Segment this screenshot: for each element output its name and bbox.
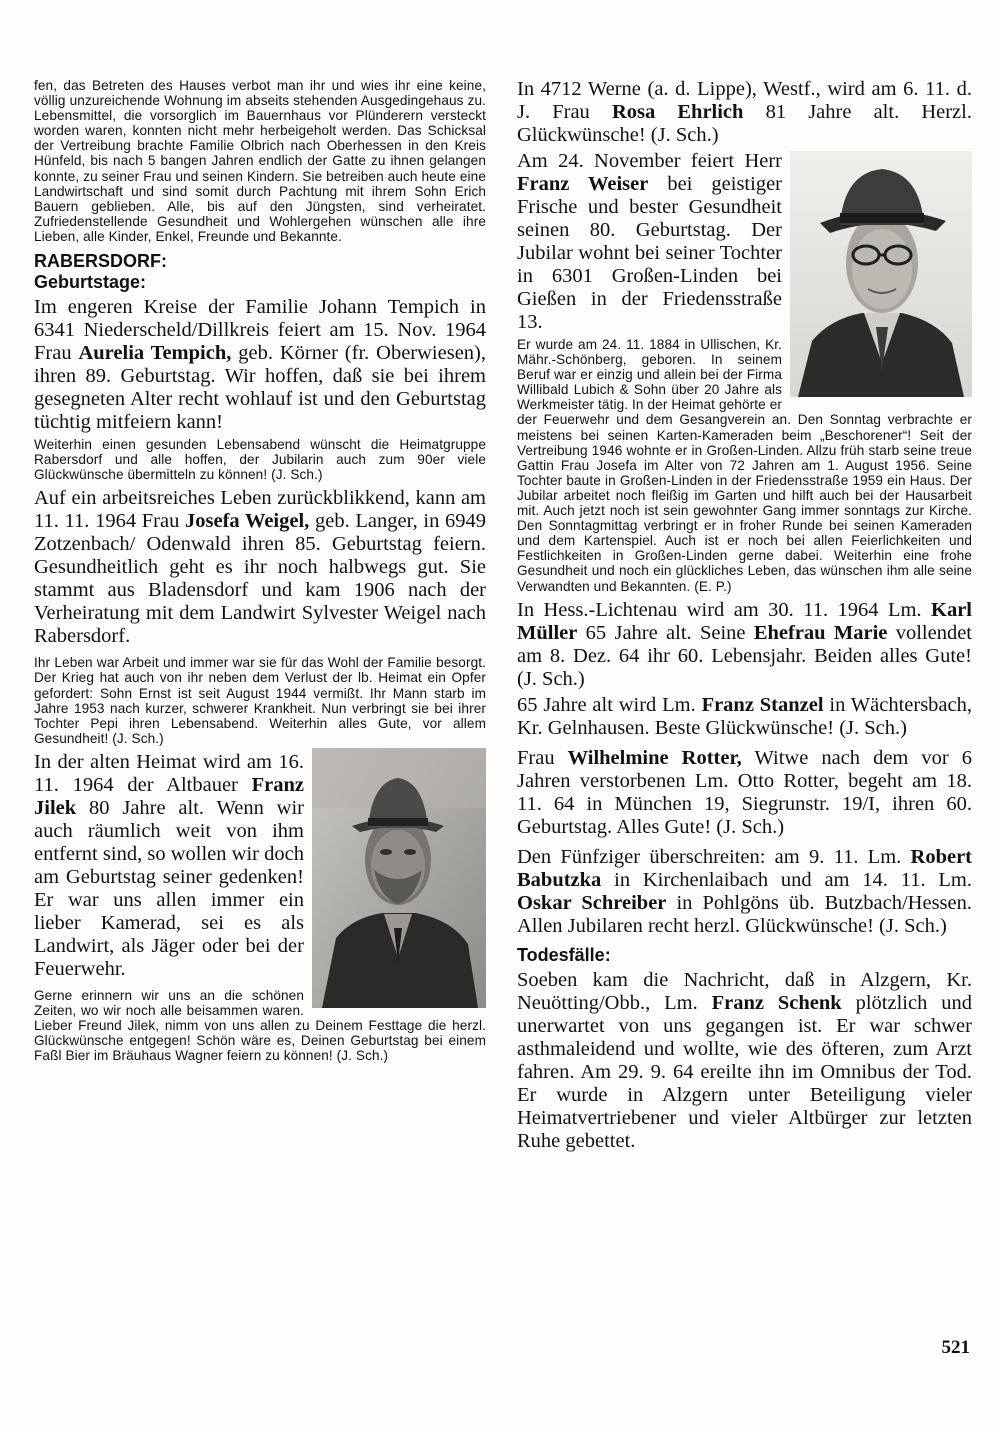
person-name: Josefa Weigel,: [185, 510, 310, 533]
section-heading-rabersdorf: RABERSDORF:: [34, 251, 167, 272]
subheading-birthdays: Geburtstage:: [34, 272, 147, 293]
left-column: [34, 78, 486, 1063]
person-name: Karl Müller: [517, 598, 972, 644]
person-name: Oskar Schreiber: [517, 891, 667, 914]
subheading-deaths: Todesfälle:: [517, 944, 611, 965]
person-name: Ehefrau Marie: [753, 621, 888, 644]
person-name: Franz Schenk: [711, 991, 842, 1014]
person-name: Franz Weiser: [517, 173, 649, 195]
weiser-announcement: Am 24. November feiert Herr Franz Weiser bei geistiger Frische und bester Gesundheit seinen 80. Geburtstag. Der Jubilar wohnt bei seiner Tochter in 6301 Großen-Linden bei Gießen in der Friedensstraße 13.: [517, 150, 783, 333]
weigel-announcement: Auf ein arbeitsreiches Leben zurückblikkend, kann am 11. 11. 1964 Frau Josefa Weigel, geb. Langer, in 6949 Zotzenbach/ Odenwald ihren 85. Geburtstag feiern. Gesundheitlich geht es ihr noch halbwegs gut. Sie stammt aus Bladensdorf und kam 1906 nach der Verheiratung mit dem Landwirt Sylvester Weigel nach Rabersdorf.: [34, 487, 486, 648]
tempich-wish: Weiterhin einen gesunden Lebensabend wünscht die Heimatgruppe Rabersdorf und alle hoffen, der Jubilarin auch zum 90er viele Glückwünsche übermitteln zu können! (J. Sch.): [34, 437, 486, 483]
portrait-photo-franz-jilek: [312, 748, 486, 1008]
person-name: Wilhelmine Rotter,: [567, 746, 742, 769]
portrait-image: [790, 151, 972, 397]
mueller-announcement: In Hess.-Lichtenau wird am 30. 11. 1964 Lm. Karl Müller 65 Jahre alt. Seine Ehefrau Marie vollendet am 8. Dez. 64 ihr 60. Lebensjahr. Beiden alles Gute! (J. Sch.): [517, 598, 972, 690]
portrait-image: [312, 748, 486, 1008]
intro-paragraph: fen, das Betreten des Hauses verbot man ihr und wies ihr eine keine, völlig unzureichende Wohnung im abseits stehenden Ausgedingehaus zu. Lebensmittel, die vorsorglich im Bauernhaus vor Plünderern versteckt worden waren, konnten nicht mehr herbeigeholt werden. Das Schicksal der Vertreibung brachte Familie Olbrich nach Oberhessen in den Kreis Hünfeld, bis nach 5 bangen Jahren endlich der Gatte zu ihnen gelangen konnte, zu seiner Frau und seinen Kindern. Sie betreiben auch heute eine Landwirtschaft und sind somit durch Pachtung mit ihrem Sohn Erich Bauern geblieben. Alle, bis auf den Jüngsten, sind verheiratet. Zufriedenstellende Gesundheit und Wohlergehen wünschen alle ihre Lieben, alle Kinder, Enkel, Freunde und Bekannte.: [34, 78, 486, 244]
person-name: Franz Stanzel: [701, 693, 824, 716]
rotter-announcement: Frau Wilhelmine Rotter, Witwe nach dem vor 6 Jahren verstorbenen Lm. Otto Rotter, begeht am 18. 11. 64 in München 19, Siegrunstr. 19/I, ihren 60. Geburtstag. Alles Gute! (J. Sch.): [517, 746, 973, 838]
page-number: 521: [941, 1337, 970, 1358]
fifties-announcement: Den Fünfziger überschreiten: am 9. 11. Lm. Robert Babutzka in Kirchenlaibach und am 14. 11. Lm. Oskar Schreiber in Pohlgöns üb. Butzbach/Hessen. Allen Jubilaren recht herzl. Glückwünsche! (J. Sch.): [517, 845, 973, 937]
person-name: Robert Babutzka: [517, 845, 972, 891]
jilek-announcement: In der alten Heimat wird am 16. 11. 1964 der Altbauer Franz Jilek 80 Jahre alt. Wenn wir auch räumlich weit von ihm entfernt sind, so wollen wir doch am Geburtstag seiner gedenken! Er war uns allen immer ein lieber Kamerad, sei es als Landwirt, als Jäger oder bei der Feuerwehr.: [34, 750, 304, 980]
right-column: [517, 78, 972, 1153]
person-name: Franz Jilek: [34, 773, 304, 819]
tempich-announcement: Im engeren Kreise der Familie Johann Tempich in 6341 Niederscheld/Dillkreis feiert am 15. Nov. 1964 Frau Aurelia Tempich, geb. Körner (fr. Oberwiesen), ihren 89. Geburtstag. Wir hoffen, daß sie bei ihrem gesegneten Alter recht wohlauf ist und den Geburtstag tüchtig mitfeiern kann!: [34, 296, 487, 434]
weiser-biography: Er wurde am 24. 11. 1884 in Ullischen, Kr. Mähr.-Schönberg, geboren. In seinem Beruf war er einzig und allein bei der Firma Willibald Lubich & Sohn über 20 Jahre als Werkmeister tätig. In der Heimat gehörte er der Feuerwehr und dem Gesangverein an. Den Sonntag verbrachte er meistens bei seinen Karten-Kameraden beim „Beschorener“! Seit der Vertreibung 1946 wohnte er in Großen-Linden. Allzu früh starb seine treue Gattin Frau Josefa im Alter von 72 Jahren am 1. August 1956. Seine Tochter baute in Großen-Linden in der Friedensstraße 1959 ein Haus. Der Jubilar arbeitet noch fleißig im Garten und hilft auch bei der Hausarbeit mit. Auch jetzt noch ist sein gewohnter Gang immer sonntags zur Kirche. Den Sonntagmittag verbringt er in froher Runde bei seinen Kameraden und dem Kartenspiel. Auch ist er noch bei allen Feierlichkeiten und Festlichkeiten in Großen-Linden gerne dabei. Weiterhin eine frohe Gesundheit und noch ein glückliches Leben, das wünschen ihm alle seine Verwandten und Bekannten. (E. P.): [517, 337, 972, 594]
stanzel-announcement: 65 Jahre alt wird Lm. Franz Stanzel in Wächtersbach, Kr. Gelnhausen. Beste Glückwünsche! (J. Sch.): [517, 693, 972, 739]
schenk-obituary: Soeben kam die Nachricht, daß in Alzgern, Kr. Neuötting/Obb., Lm. Franz Schenk plötzlich und unerwartet von uns gegangen ist. Er war schwer asthmaleidend und wollte, wie des öfteren, zum Arzt fahren. Am 29. 9. 64 ereilte ihn im Omnibus der Tod. Er wurde in Alzgern unter Beteiligung vieler Heimatvertriebener und vieler Altbürger zur letzten Ruhe gebettet.: [517, 968, 972, 1152]
weigel-life: Ihr Leben war Arbeit und immer war sie für das Wohl der Familie besorgt. Der Krieg hat auch von ihr neben dem Verlust der lb. Heimat ein Opfer gefordert: Sohn Ernst ist seit August 1944 vermißt. Ihr Mann starb im Jahre 1953 nach kurzer, schwerer Krankheit. Nun verbringt sie bei ihrer Tochter Pepi ihren Lebensabend. Weiterhin alles Gute, vor allem Gesundheit! (J. Sch.): [34, 655, 486, 746]
ehrlich-announcement: In 4712 Werne (a. d. Lippe), Westf., wird am 6. 11. d. J. Frau Rosa Ehrlich 81 Jahre alt. Herzl. Glückwünsche! (J. Sch.): [517, 78, 972, 146]
person-name: Aurelia Tempich,: [78, 342, 232, 365]
jilek-wish: Gerne erinnern wir uns an die schönen Zeiten, wo wir noch alle beisammen waren. Lieber Freund Jilek, nimm von uns allen zu Deinem Festtage die herzl. Glückwünsche entgegen! Schön wäre es, Deinen Geburtstag bei einem Faßl Bier im Bräuhaus Wagner feiern zu können! (J. Sch.): [34, 987, 486, 1064]
person-name: Rosa Ehrlich: [611, 101, 744, 123]
portrait-photo-franz-weiser: [790, 151, 972, 397]
